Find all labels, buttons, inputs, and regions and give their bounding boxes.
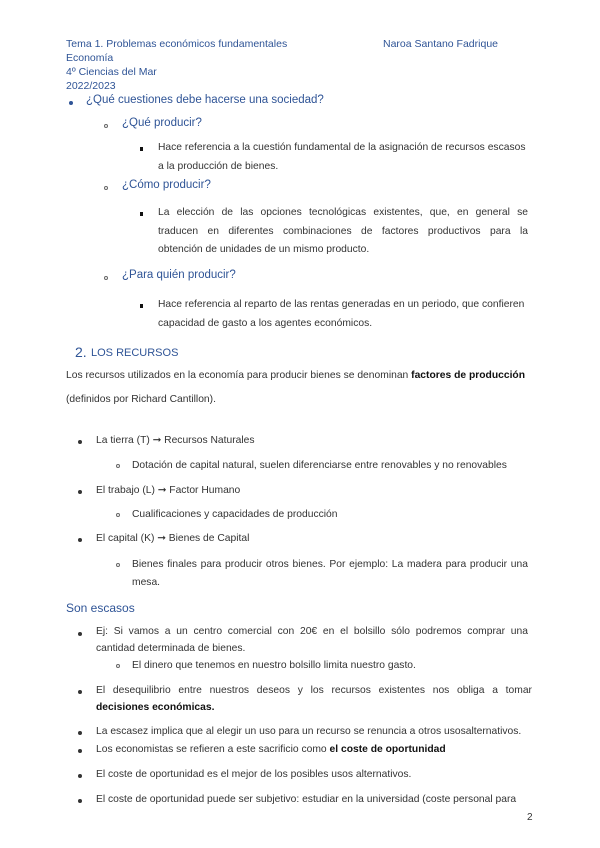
answer-line: obtención de unidades de un mismo producto. (158, 244, 370, 255)
scarce-bold-term: el coste de oportunidad (329, 744, 446, 755)
scarce-text: La escasez implica que al elegir un uso para un recurso se renuncia a otros usosalternativos. (96, 726, 522, 737)
main-question: ¿Qué cuestiones debe hacerse una sociedad? (86, 94, 324, 106)
bullet-icon (78, 490, 82, 494)
circle-bullet-icon (104, 186, 108, 190)
intro-line: (definidos por Richard Cantillon). (66, 394, 216, 405)
intro-bold-term: factores de producción (411, 370, 526, 381)
scarce-text: Los economistas se refieren a este sacrificio como (96, 744, 330, 755)
scarce-opportunity (96, 740, 446, 759)
bullet-icon (78, 774, 82, 778)
intro-text: Los recursos utilizados en la economía para producir bienes se denominan (66, 370, 412, 381)
circle-bullet-icon (116, 664, 120, 668)
circle-bullet-icon (116, 563, 120, 567)
scarce-imbalance: El desequilibrio entre nuestros deseos y los recursos existentes nos obliga a tomar (96, 685, 532, 696)
scarce-text: El coste de oportunidad puede ser subjetivo: estudiar en la universidad (coste personal para (96, 794, 517, 805)
answer-line: capacidad de gasto a los agentes económicos. (158, 318, 373, 329)
section-title: LOS RECURSOS (91, 347, 179, 359)
header-author: Naroa Santano Fadrique (383, 38, 498, 50)
answer-line: La elección de las opciones tecnológicas existentes, que, en general se (158, 207, 528, 218)
header-subject: Economía (66, 52, 114, 64)
answer-line: traducen en diferentes combinaciones de factores productivos para la (158, 226, 528, 237)
header-course: 4º Ciencias del Mar (66, 66, 157, 78)
scarce-text: El coste de oportunidad es el mejor de los posibles usos alternativos. (96, 769, 412, 780)
bullet-icon (78, 731, 82, 735)
answer-line: Hace referencia al reparto de las rentas generadas en un periodo, que confieren (158, 299, 525, 310)
page-number: 2 (527, 812, 533, 823)
bullet-icon (78, 538, 82, 542)
bullet-icon (78, 440, 82, 444)
scarce-example: Ej: Si vamos a un centro comercial con 20€ en el bolsillo sólo podremos comprar una (96, 626, 528, 637)
subquestion-how: ¿Cómo producir? (122, 179, 211, 191)
resource-land: La tierra (T) ➞ Recursos Naturales (96, 435, 255, 446)
bullet-icon (69, 101, 73, 105)
resource-detail: Cualificaciones y capacidades de producción (132, 509, 338, 520)
square-bullet-icon (140, 304, 143, 308)
bullet-icon (78, 632, 82, 636)
scarce-example: cantidad determinada de bienes. (96, 643, 246, 654)
header-topic: Tema 1. Problemas económicos fundamentales (66, 38, 288, 50)
scarce-heading: Son escasos (66, 601, 135, 615)
circle-bullet-icon (116, 464, 120, 468)
square-bullet-icon (140, 147, 143, 151)
resource-detail: mesa. (132, 577, 161, 588)
circle-bullet-icon (104, 276, 108, 280)
bullet-icon (78, 749, 82, 753)
scarce-bold: decisiones económicas. (96, 702, 215, 713)
header-year: 2022/2023 (66, 80, 116, 92)
answer-line: a la producción de bienes. (158, 161, 279, 172)
circle-bullet-icon (116, 513, 120, 517)
resource-capital: El capital (K) ➞ Bienes de Capital (96, 533, 250, 544)
scarce-sub: El dinero que tenemos en nuestro bolsillo limita nuestro gasto. (132, 660, 416, 671)
resource-detail: Bienes finales para producir otros bienes. Por ejemplo: La madera para producir una (132, 559, 528, 570)
square-bullet-icon (140, 212, 143, 216)
subquestion-who: ¿Para quién producir? (122, 269, 236, 281)
circle-bullet-icon (104, 124, 108, 128)
resource-labor: El trabajo (L) ➞ Factor Humano (96, 485, 241, 496)
bullet-icon (78, 690, 82, 694)
subquestion-what: ¿Qué producir? (122, 117, 202, 129)
resource-detail: Dotación de capital natural, suelen diferenciarse entre renovables y no renovables (132, 460, 507, 471)
bullet-icon (78, 799, 82, 803)
intro-paragraph (66, 366, 525, 385)
answer-line: Hace referencia a la cuestión fundamental de la asignación de recursos escasos (158, 142, 526, 153)
section-number: 2. (75, 344, 87, 360)
